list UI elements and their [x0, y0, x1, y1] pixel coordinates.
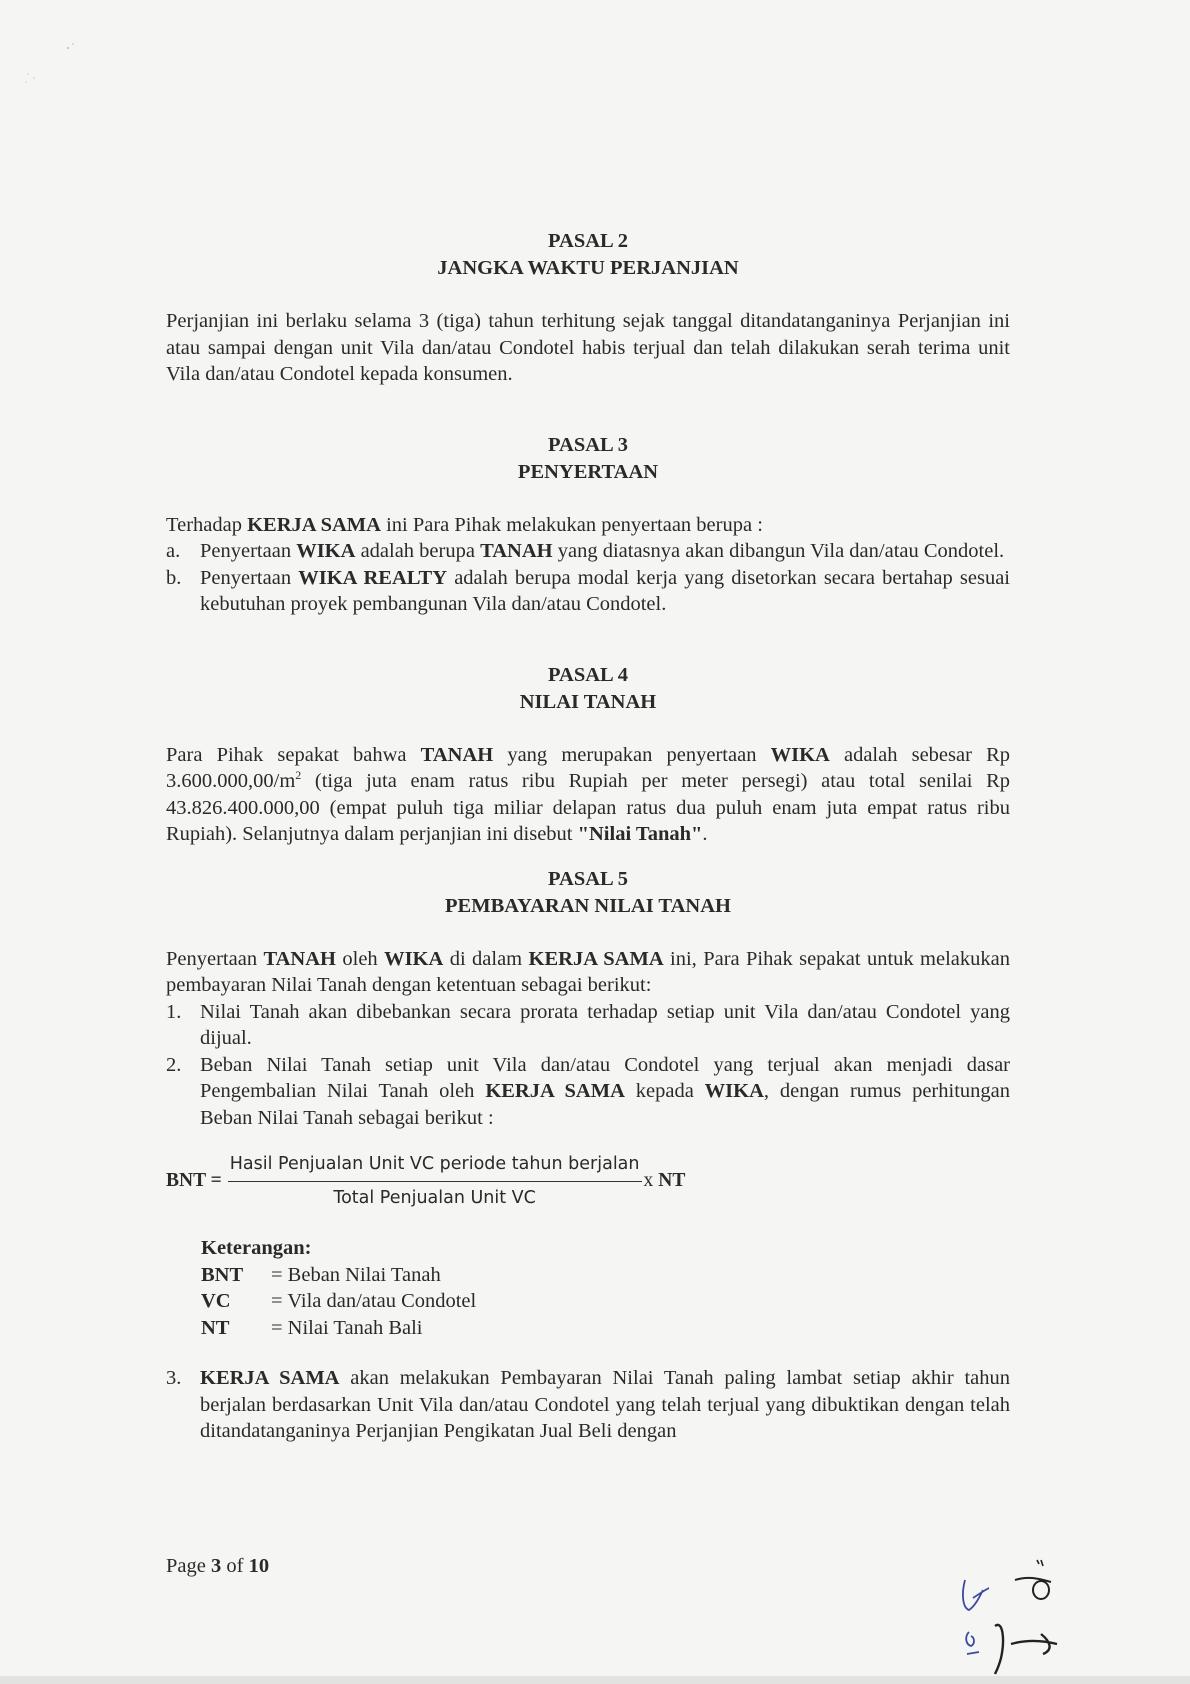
pasal-5-list-cont: [166, 1365, 1010, 1445]
list-item: 1. Nilai Tanah akan dibebankan secara prorata terhadap setiap unit Vila dan/atau Condotel yang dijual.: [166, 1000, 1010, 1049]
pasal-3-title: PASAL 3: [548, 433, 628, 456]
pasal-5-subtitle: PEMBAYARAN NILAI TANAH: [445, 894, 731, 917]
pasal-2-subtitle: JANGKA WAKTU PERJANJIAN: [437, 257, 739, 279]
formula-numerator: Hasil Penjualan Unit VC periode tahun berjalan: [229, 1154, 640, 1174]
list-item: 3. KERJA SAMA akan melakukan Pembayaran Nilai Tanah paling lambat setiap akhir tahun berjalan berdasarkan Unit Vila dan/atau Condotel yang telah terjual yang dibuktikan dengan telah ditandatanganinya Perjanjian Pengikatan Jual Beli dengan: [166, 1367, 1010, 1442]
pasal-5-list: [166, 999, 1010, 1132]
keterangan-title: Keterangan:: [201, 1237, 312, 1259]
keterangan-row: VC = Vila dan/atau Condotel: [201, 1290, 477, 1312]
pasal-3-subtitle: PENYERTAAN: [517, 460, 659, 483]
formula-rhs: NT: [658, 1169, 686, 1191]
scan-specks: [20, 40, 100, 100]
pasal-2-body: Perjanjian ini berlaku selama 3 (tiga) tahun terhitung sejak tanggal ditandatanganinya Perjanjian ini atau sampai dengan unit Vila dan/atau Condotel habis terjual dan telah dilakukan serah terima unit Vila dan/atau Condotel kepada konsumen.: [166, 310, 1010, 385]
pasal-3-list: [166, 538, 1010, 618]
pasal-4-body: Para Pihak sepakat bahwa TANAH yang merupakan penyertaan WIKA adalah sebesar Rp $3.600.000,00/m^2$ (tiga juta enam ratus ribu Rupiah per meter persegi) atau total senilai Rp 43.826.400.000,00 (empat puluh tiga miliar delapan ratus dua puluh enam juta empat ratus ribu Rupiah). Selanjutnya dalam perjanjian ini disebut "Nilai Tanah".: [166, 743, 1010, 845]
pasal-5-title: PASAL 5: [548, 867, 628, 890]
pasal-3-intro: Terhadap KERJA SAMA ini Para Pihak melakukan penyertaan berupa :: [166, 513, 763, 536]
list-item: a. Penyertaan WIKA adalah berupa TANAH yang diatasnya akan dibangun Vila dan/atau Condotel.: [166, 540, 1005, 562]
pasal-2-title: PASAL 2: [548, 230, 628, 252]
pasal-5-intro: Penyertaan TANAH oleh WIKA di dalam KERJA SAMA ini, Para Pihak sepakat untuk melakukan pembayaran Nilai Tanah dengan ketentuan sebagai berikut:: [166, 947, 1010, 996]
pasal-4-title: PASAL 4: [548, 663, 628, 686]
bnt-formula: [166, 1151, 1010, 1211]
formula-fraction: [228, 1151, 642, 1211]
scan-bottom-edge: [0, 1676, 1190, 1684]
list-item: 2. Beban Nilai Tanah setiap unit Vila dan/atau Condotel yang terjual akan menjadi dasar Pengembalian Nilai Tanah oleh KERJA SAMA kepada WIKA, dengan rumus perhitungan Beban Nilai Tanah sebagai berikut :: [166, 1053, 1010, 1129]
keterangan-block: [201, 1235, 1010, 1341]
list-item: b. Penyertaan WIKA REALTY adalah berupa modal kerja yang disetorkan secara bertahap sesuai kebutuhan proyek pembangunan Vila dan/atau Condotel.: [166, 566, 1011, 615]
formula-times: x: [643, 1169, 654, 1191]
keterangan-row: NT = Nilai Tanah Bali: [201, 1316, 423, 1339]
pasal-4-subtitle: NILAI TANAH: [519, 690, 657, 713]
paraf-signature: [955, 1540, 1115, 1680]
page-footer: Page 3 of 10: [166, 1555, 270, 1577]
formula-lhs: BNT =: [166, 1169, 222, 1191]
keterangan-row: BNT = Beban Nilai Tanah: [201, 1263, 441, 1286]
formula-denominator: Total Penjualan Unit VC: [333, 1187, 536, 1208]
document-content: [166, 228, 1010, 1445]
